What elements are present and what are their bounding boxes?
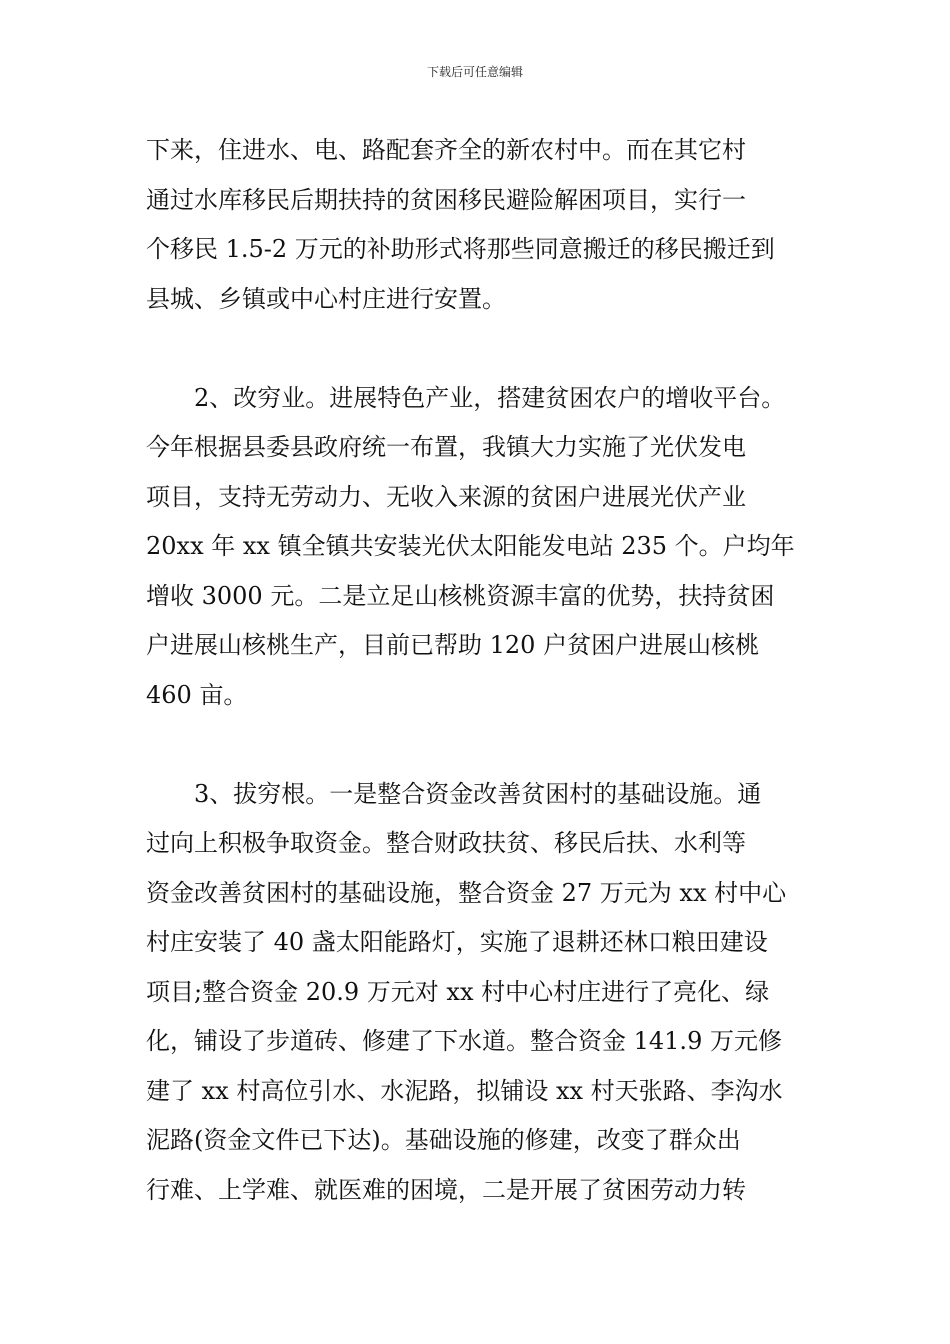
paragraph-spacer: [146, 720, 816, 770]
page-header: 下载后可任意编辑: [426, 65, 523, 79]
text-line: 3、拔穷根。一是整合资金改善贫困村的基础设施。通: [194, 779, 762, 808]
text-line: 增收 3000 元。二是立足山核桃资源丰富的优势，扶持贫困: [146, 581, 775, 610]
text-line: 行难、上学难、就医难的困境，二是开展了贫困劳动力转: [146, 1175, 746, 1204]
text-line: 项目，支持无劳动力、无收入来源的贫困户进展光伏产业: [146, 482, 746, 511]
text-line: 户进展山核桃生产，目前已帮助 120 户贫困户进展山核桃: [146, 631, 760, 659]
text-line: 县城、乡镇或中心村庄进行安置。: [146, 284, 506, 313]
paragraph-2: [146, 374, 816, 721]
text-line: 通过水库移民后期扶持的贫困移民避险解困项目，实行一: [146, 185, 746, 214]
text-line: 化，铺设了步道砖、修建了下水道。整合资金 141.9 万元修: [146, 1027, 782, 1055]
text-line: 460 亩。: [146, 680, 248, 709]
text-line: 20xx 年 xx 镇全镇共安装光伏太阳能发电站 235 个。户均年: [146, 532, 795, 560]
text-line: 过向上积极争取资金。整合财政扶贫、移民后扶、水利等: [146, 829, 746, 857]
paragraph-3: [146, 770, 816, 1216]
text-line: 今年根据县委县政府统一布置，我镇大力实施了光伏发电: [146, 433, 746, 461]
text-line: 村庄安装了 40 盏太阳能路灯，实施了退耕还林口粮田建设: [146, 928, 768, 956]
text-line: 建了 xx 村高位引水、水泥路，拟铺设 xx 村天张路、李沟水: [146, 1076, 783, 1105]
text-line: 个移民 1.5-2 万元的补助形式将那些同意搬迁的移民搬迁到: [146, 235, 775, 263]
text-line: 资金改善贫困村的基础设施，整合资金 27 万元为 xx 村中心: [146, 878, 787, 907]
document-body: [146, 126, 816, 1215]
text-line: 2、改穷业。进展特色产业，搭建贫困农户的增收平台。: [194, 383, 786, 412]
text-line: 泥路(资金文件已下达)。基础设施的修建，改变了群众出: [146, 1126, 741, 1154]
text-line: 下来，住进水、电、路配套齐全的新农村中。而在其它村: [146, 136, 746, 164]
paragraph-1: [146, 126, 816, 324]
text-line: 项目;整合资金 20.9 万元对 xx 村中心村庄进行了亮化、绿: [146, 977, 770, 1006]
paragraph-spacer: [146, 324, 816, 374]
